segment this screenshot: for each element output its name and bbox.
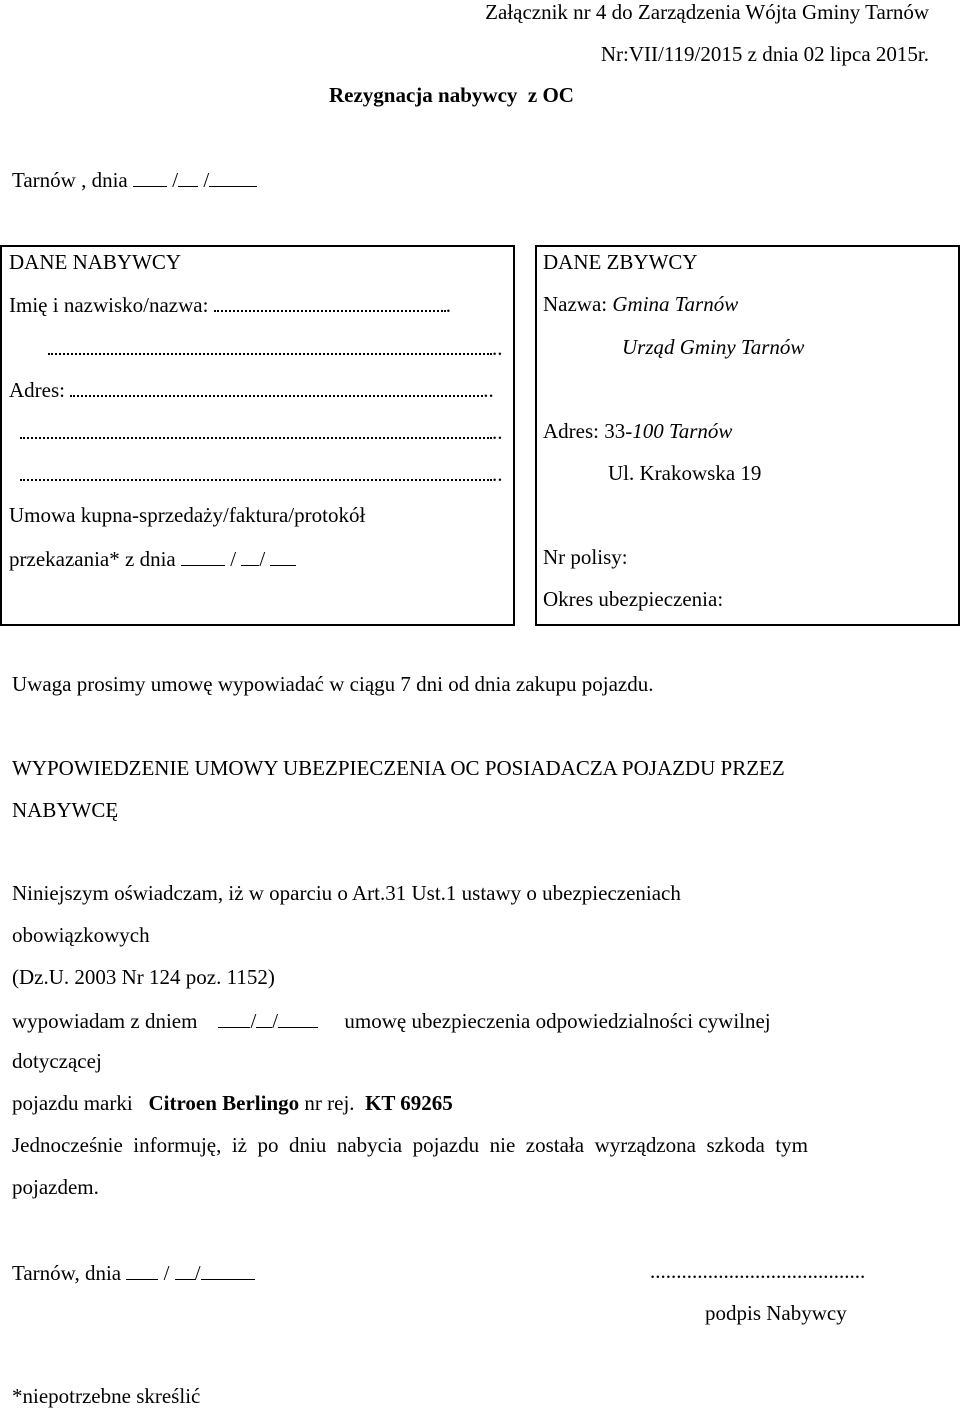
- footnote: *niepotrzebne skreślić: [12, 1384, 201, 1408]
- annex-header-line1: Załącznik nr 4 do Zarządzenia Wójta Gminy Tarnów: [485, 0, 929, 24]
- signature-line[interactable]: .........................................: [650, 1259, 866, 1283]
- body-line3: (Dz.U. 2003 Nr 124 poz. 1152): [12, 965, 275, 989]
- seller-name-row: [543, 294, 738, 315]
- date-separator: /: [172, 168, 179, 192]
- buyer-address-row: [9, 379, 494, 401]
- buyer-heading: DANE NABYWCY: [9, 250, 182, 274]
- footer-day-blank[interactable]: [126, 1261, 158, 1280]
- buyer-name-label: Imię i nazwisko/nazwa:: [9, 293, 209, 317]
- date-separator: /: [250, 1009, 257, 1033]
- seller-address-value: 100 Tarnów: [632, 419, 733, 443]
- policy-number-label: Nr polisy:: [543, 545, 628, 569]
- dot-end: ..: [492, 462, 503, 486]
- year-blank[interactable]: [209, 168, 257, 187]
- seller-heading: DANE ZBYWCY: [543, 250, 698, 274]
- document-title: Rezygnacja nabywcy z OC: [329, 83, 574, 107]
- vehicle-reg-label: nr rej.: [304, 1091, 355, 1115]
- month-blank[interactable]: [178, 168, 198, 187]
- body-line8: pojazdem.: [12, 1175, 99, 1199]
- date-separator: /: [194, 1261, 201, 1285]
- dot-end: ..: [492, 336, 503, 360]
- footer-year-blank[interactable]: [201, 1261, 255, 1280]
- contract-month-blank[interactable]: [241, 547, 259, 566]
- date-separator: /: [272, 1009, 279, 1033]
- buyer-address-field-2[interactable]: [20, 421, 492, 439]
- buyer-name-field-2[interactable]: [48, 337, 492, 355]
- vehicle-prefix: pojazdu marki: [12, 1091, 133, 1115]
- place-date-top: [12, 168, 257, 191]
- date-separator: /: [203, 168, 210, 192]
- buyer-name-field[interactable]: [214, 294, 446, 312]
- seller-street: Ul. Krakowska 19: [608, 461, 762, 485]
- dot-end: ..: [492, 420, 503, 444]
- termination-month-blank[interactable]: [256, 1009, 272, 1028]
- seller-name-value: Gmina Tarnów: [612, 292, 739, 316]
- seller-office-name: Urząd Gminy Tarnów: [622, 335, 805, 359]
- seller-address-row: [543, 421, 732, 442]
- buyer-address-label: Adres:: [9, 378, 65, 402]
- termination-date-row: [12, 1009, 771, 1032]
- buyer-address-field-3[interactable]: [20, 463, 492, 481]
- date-separator: /: [230, 547, 237, 571]
- buyer-name-row: [9, 294, 451, 316]
- termination-suffix: umowę ubezpieczenia odpowiedzialności cywilnej: [344, 1009, 771, 1033]
- vehicle-registration: KT 69265: [365, 1091, 453, 1115]
- footer-place-date-prefix: Tarnów, dnia: [12, 1261, 122, 1285]
- seller-name-label: Nazwa:: [543, 292, 608, 316]
- date-separator: /: [163, 1261, 170, 1285]
- buyer-name-line2: [48, 337, 503, 359]
- termination-year-blank[interactable]: [278, 1009, 318, 1028]
- vehicle-row: [12, 1093, 453, 1114]
- signature-label: podpis Nabywcy: [705, 1301, 847, 1325]
- contract-line2: przekazania* z dnia: [9, 547, 176, 571]
- dot-end: ..: [483, 378, 494, 402]
- footer-place-date: [12, 1261, 255, 1284]
- termination-prefix: wypowiadam z dniem: [12, 1009, 198, 1033]
- termination-day-blank[interactable]: [218, 1009, 250, 1028]
- buyer-address-line2: [20, 421, 503, 443]
- buyer-address-field-1[interactable]: [70, 379, 483, 397]
- date-separator: /: [259, 547, 266, 571]
- day-blank[interactable]: [133, 168, 167, 187]
- body-line5: dotyczącej: [12, 1049, 102, 1073]
- insurance-period-label: Okres ubezpieczenia:: [543, 587, 724, 611]
- notice-text: Uwaga prosimy umowę wypowiadać w ciągu 7 dni od dnia zakupu pojazdu.: [12, 672, 654, 696]
- contract-line1: Umowa kupna-sprzedaży/faktura/protokół: [9, 503, 366, 527]
- contract-date-row: [9, 547, 296, 570]
- body-line1: Niniejszym oświadczam, iż w oparciu o Art.31 Ust.1 ustawy o ubezpieczeniach: [12, 881, 681, 905]
- seller-address-label: Adres: 33-: [543, 419, 633, 443]
- section-title-line2: NABYWCĘ: [12, 798, 119, 822]
- footer-month-blank[interactable]: [175, 1261, 195, 1280]
- section-title-line1: WYPOWIEDZENIE UMOWY UBEZPIECZENIA OC POSIADACZA POJAZDU PRZEZ: [12, 756, 785, 780]
- vehicle-make: Citroen Berlingo: [148, 1091, 300, 1115]
- annex-header-line2: Nr:VII/119/2015 z dnia 02 lipca 2015r.: [600, 42, 929, 66]
- place-date-top-prefix: Tarnów , dnia: [12, 168, 128, 192]
- dot-end: .: [445, 293, 451, 317]
- contract-day-blank[interactable]: [181, 547, 225, 566]
- contract-year-blank[interactable]: [270, 547, 296, 566]
- body-line7: Jednocześnie informuję, iż po dniu nabycia pojazdu nie została wyrządzona szkoda tym: [12, 1133, 808, 1157]
- body-line2: obowiązkowych: [12, 923, 150, 947]
- buyer-address-line3: [20, 463, 503, 485]
